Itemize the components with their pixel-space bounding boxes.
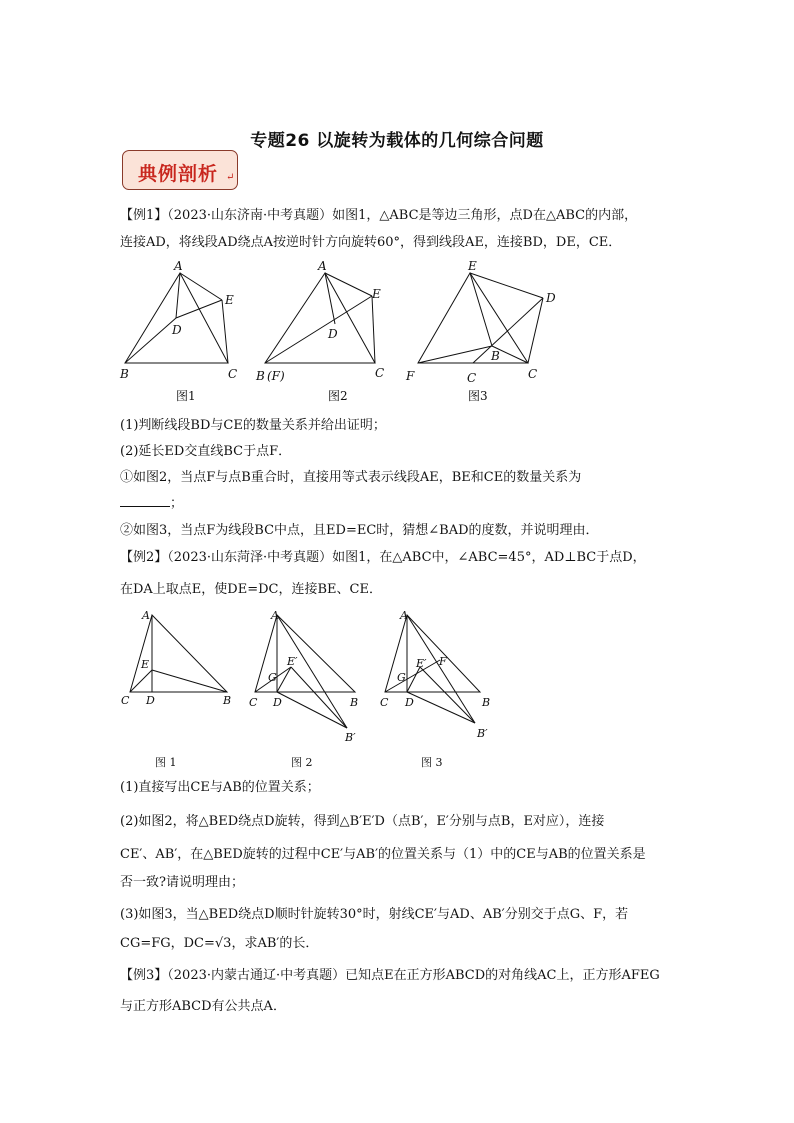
fig3-label-C: C (528, 367, 538, 381)
ex2-fig3-label-E: E′ (416, 657, 427, 670)
ex2-fig3-label-B: B (482, 696, 491, 709)
ex2-fig2-label-Bprime: B′ (345, 731, 356, 744)
ex1-q2-2: ②如图3，当点F为线段BC中点，且ED=EC时，猜想∠BAD的度数，并说明理由． (120, 523, 599, 538)
fig2-label-E: E (372, 287, 381, 301)
ex2-line-2: 在DA上取点E，使DE=DC，连接BE、CE． (120, 582, 382, 597)
fig3-label-D: B (491, 349, 500, 363)
ex2-fig2-label-D: D (273, 696, 282, 709)
ex2-fig3-label-D: D (405, 696, 414, 709)
fig3-label-B: F (406, 369, 415, 383)
page-title: 专题26 以旋转为载体的几何综合问题 (250, 131, 544, 151)
ex2-fig1-label-A: A (142, 609, 150, 622)
ex2-fig1-label-E: E (141, 658, 150, 671)
fig2-label-D: D (328, 327, 338, 341)
ex2-fig2-label-B: B (350, 696, 359, 709)
fig3-label-E: D (546, 291, 556, 305)
ex2-fig3-label-Bprime: B′ (477, 727, 488, 740)
ex1-line-1: 【例1】（2023·山东济南·中考真题）如图1，△ABC是等边三角形，点D在△ABC的内部， (120, 208, 638, 223)
fig1-label-C: C (228, 367, 238, 381)
answer-blank (120, 494, 170, 507)
ex2-fig2-label-G: G (268, 671, 277, 684)
ex1-q1: (1)判断线段BD与CE的数量关系并给出证明； (120, 418, 386, 433)
ex2-fig2-label-E: E′ (287, 655, 298, 668)
ex2-q2-line-3: 否一致?请说明理由； (120, 875, 244, 890)
ex1-line-2: 连接AD，将线段AD绕点A按逆时针方向旋转60°，得到线段AE，连接BD，DE，CE． (120, 235, 622, 250)
ex2-fig3-caption: 图 3 (421, 756, 443, 769)
fig1-label-B: B (120, 367, 129, 381)
fig2-label-C: C (375, 366, 385, 380)
ex2-q1: (1)直接写出CE与AB的位置关系； (120, 780, 320, 795)
fig2-label-F: (F) (267, 369, 285, 383)
return-mark-icon: ↵ (226, 172, 235, 183)
fig3-caption: 图3 (468, 389, 488, 403)
ex3-line-2: 与正方形ABCD有公共点A． (120, 999, 286, 1014)
example1-figures (110, 258, 580, 408)
ex2-fig3-label-G: G (397, 671, 406, 684)
fig3-label-F: C (467, 371, 477, 385)
ex1-q2-1: ①如图2，当点F与点B重合时，直接用等式表示线段AE，BE和CE的数量关系为 (120, 470, 582, 485)
ex3-line-1: 【例3】（2023·内蒙古通辽·中考真题）已知点E在正方形ABCD的对角线AC上，正方形AFEG (120, 968, 660, 983)
ex2-fig2-label-C: C (249, 696, 258, 709)
ex2-fig2-caption: 图 2 (291, 756, 313, 769)
fig2-label-B: B (256, 369, 265, 383)
ex2-fig1-label-D: D (146, 694, 155, 707)
ex2-q2-line-1: (2)如图2，将△BED绕点D旋转，得到△B′E′D（点B′，E′分别与点B，E对应），连接 (120, 814, 605, 829)
ex2-fig2-label-A: A (271, 609, 279, 622)
fig1-label-D: D (172, 323, 182, 337)
ex2-line-1: 【例2】（2023·山东菏泽·中考真题）如图1，在△ABC中，∠ABC=45°，AD⊥BC于点D， (120, 550, 646, 565)
fig1-label-A: A (174, 259, 183, 273)
section-badge-label: 典例剖析 (138, 163, 219, 185)
ex2-q2-line-2: CE′、AB′，在△BED旋转的过程中CE′与AB′的位置关系与（1）中的CE与AB的位置关系是 (120, 847, 646, 862)
ex1-q2-1-blank: ； (120, 494, 183, 513)
example2-figures (115, 605, 515, 775)
fig1-label-E: E (225, 293, 234, 307)
ex2-q3-line-2: CG=FG，DC=√3，求AB′的长． (120, 936, 319, 951)
ex2-fig3-label-C: C (380, 696, 389, 709)
ex2-fig3-label-F: F (439, 655, 447, 668)
fig3-label-A: E (468, 259, 477, 273)
fig1-caption: 图1 (176, 389, 196, 403)
ex2-fig3-label-A: A (400, 609, 408, 622)
ex2-q3-line-1: (3)如图3，当△BED绕点D顺时针旋转30°时，射线CE′与AD、AB′分别交于点G、F，若 (120, 907, 629, 922)
ex2-fig1-caption: 图 1 (155, 756, 177, 769)
ex1-q2: (2)延长ED交直线BC于点F． (120, 444, 292, 459)
fig2-caption: 图2 (328, 389, 348, 403)
ex2-fig1-label-C: C (121, 694, 130, 707)
fig2-label-A: A (318, 259, 327, 273)
ex2-fig1-label-B: B (223, 694, 232, 707)
